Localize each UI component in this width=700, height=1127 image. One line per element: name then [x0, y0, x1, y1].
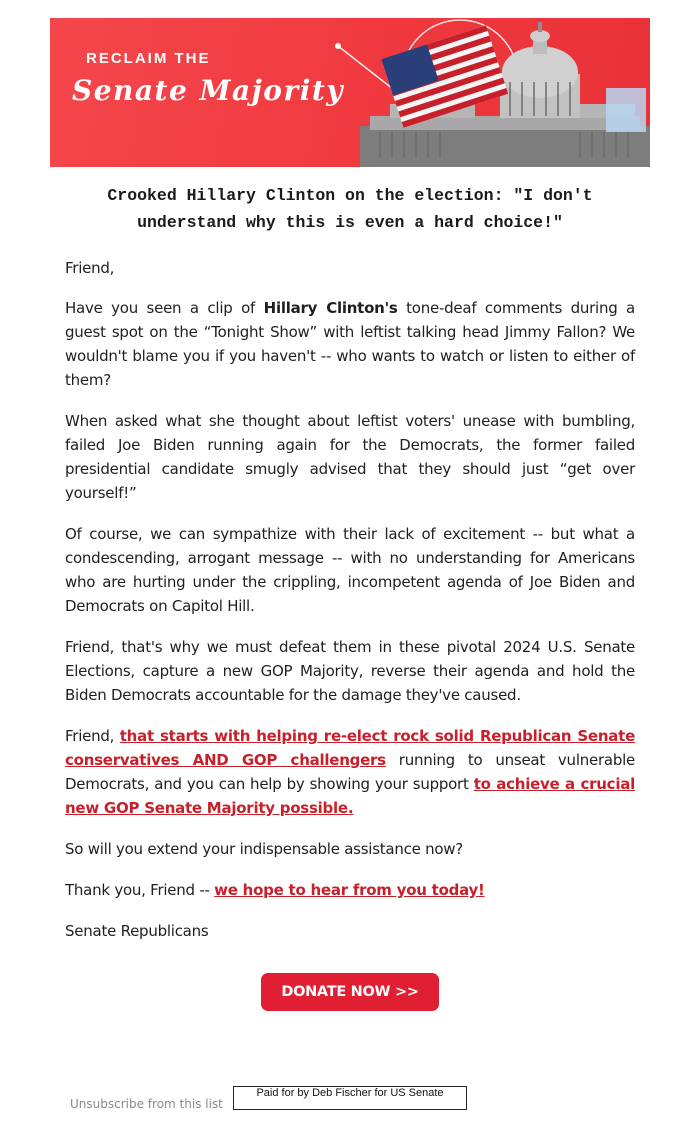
email-container: [50, 18, 650, 1110]
p5-text-mid: running to unseat vulnerable Democrats, and you can help by showing your support: [65, 751, 635, 793]
hear-from-you-link[interactable]: we hope to hear from you today!: [214, 881, 485, 899]
paragraph-4: Friend, that's why we must defeat them in these pivotal 2024 U.S. Senate Elections, capture a new GOP Majority, reverse their agenda and hold the Biden Democrats accountable for the damage they've caused.: [65, 638, 635, 704]
p7-text-pre: Thank you, Friend --: [65, 881, 215, 899]
paragraph-1: [65, 296, 635, 392]
email-headline: [50, 182, 650, 236]
unsubscribe-link[interactable]: Unsubscribe from this list: [70, 1097, 223, 1111]
paragraph-6: So will you extend your indispensable assistance now?: [65, 840, 463, 858]
header-banner: [50, 18, 650, 167]
headline-line-1: Crooked Hillary Clinton on the election: "I don't: [107, 186, 593, 205]
greeting: Friend,: [65, 259, 115, 277]
paid-for-disclaimer: Paid for by Deb Fischer for US Senate: [233, 1086, 467, 1110]
p1-bold-name: Hillary Clinton's: [263, 299, 398, 317]
reelect-conservatives-link[interactable]: that starts with helping re-elect rock solid Republican Senate conservatives AND GOP challengers: [65, 727, 635, 769]
headline-line-2: understand why this is even a hard choice!": [137, 213, 563, 232]
p5-text-pre: Friend,: [65, 727, 120, 745]
p1-text-post: tone-deaf comments during a guest spot on the “Tonight Show” with leftist talking head Jimmy Fallon? We wouldn't blame you if you haven't -- who wants to watch or listen to either of them?: [65, 299, 635, 389]
banner-title: Senate Majority: [72, 74, 345, 107]
capitol-flag-illustration: [310, 18, 650, 167]
paragraph-2: When asked what she thought about leftist voters' unease with bumbling, failed Joe Biden running again for the Democrats, the former failed presidential candidate smugly advised that they should just “get over yourself!”: [65, 412, 635, 502]
paragraph-7: [65, 878, 635, 902]
paragraph-5: [65, 724, 635, 820]
email-body: [50, 256, 650, 943]
donate-section: [50, 973, 650, 1011]
p1-text-pre: Have you seen a clip of: [65, 299, 264, 317]
signature: Senate Republicans: [65, 922, 209, 940]
donate-now-button[interactable]: DONATE NOW >>: [261, 973, 438, 1011]
paragraph-3: Of course, we can sympathize with their lack of excitement -- but what a condescending, arrogant message -- with no understanding for Americans who are hurting under the crippling, incompetent agenda of Joe Biden and Democrats on Capitol Hill.: [65, 525, 635, 615]
banner-kicker: RECLAIM THE: [86, 50, 211, 67]
senate-majority-link[interactable]: to achieve a crucial new GOP Senate Majority possible.: [65, 775, 635, 817]
